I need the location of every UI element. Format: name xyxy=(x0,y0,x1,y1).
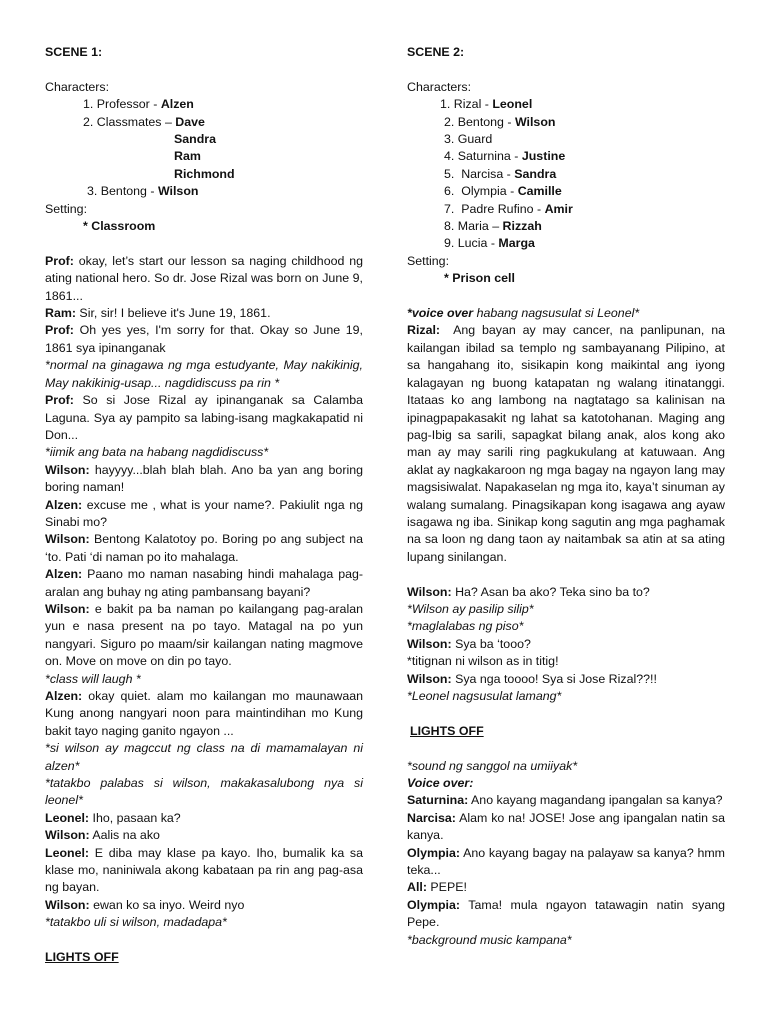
stage-direction: *Leonel nagsusulat lamang* xyxy=(407,688,562,703)
speaker-name: Olympia: xyxy=(407,845,461,860)
dialogue-line xyxy=(45,810,363,827)
speaker-name: Wilson: xyxy=(407,584,452,599)
speaker-name: Wilson: xyxy=(45,601,90,616)
character-item: 2. Bentong - Wilson xyxy=(444,114,556,129)
speaker-name: Wilson: xyxy=(45,828,90,843)
character-item: 6. Olympia - Camille xyxy=(444,184,562,199)
speaker-name: Wilson: xyxy=(407,636,452,651)
characters-label: Characters: xyxy=(407,79,472,94)
dialogue-text: Ha? Asan ba ako? Teka sino ba to? xyxy=(451,584,650,599)
lights-off-cue: LIGHTS OFF xyxy=(45,950,119,965)
dialogue-line xyxy=(45,566,363,601)
scene-2-heading: SCENE 2: xyxy=(407,45,465,59)
scene-2-column xyxy=(407,44,729,949)
dialogue-text: Aalis na ako xyxy=(89,828,160,843)
speaker-name: Saturnina: xyxy=(407,793,469,808)
dialogue-line xyxy=(407,897,725,932)
voice-over-label: Voice over: xyxy=(407,775,474,790)
dialogue-text: Ano kayang magandang ipangalan sa kanya? xyxy=(468,793,723,808)
rizal-monologue: Rizal: Ang bayan ay may cancer, na panlipunan, na kailangan ibilad sa templo ng sambayanang Pilipino, at sa hangahang ito, sisikapin kong maikintal ang iyong kalagayan ng buong katapatan ng walang itinatanggi. Itataas ko ang lambong na nagtatago sa kalinisan na ipinagpapakasakit ng lahat sa katotohanan. Maging ang pag-Ibig sa sarili, sapagkat bilang anak, alos kong ako man ay may sarili ring pagkukulang at katuwaan. Ang aklat ay nagkakaroon ng mga bagay na ngayon lang may magsisiwalat. Napakaselan ng mga ito, kaya’t sinuman ay walang sumalang. Pinagsikapan kong isagawa ang ayaw isagawa ng iba. Sinikap kong sagutin ang mga paghamak na sa loon ng dang taon ay naitambak sa atin at sa ating lupang sinilangan. xyxy=(407,323,729,564)
setting-label: Setting: xyxy=(45,201,88,216)
setting-value: * Prison cell xyxy=(444,271,515,286)
character-item: 4. Saturnina - Justine xyxy=(444,149,566,164)
dialogue-text: Bentong Kalatotoy po. Boring po ang subject na ‘to. Pati ‘di naman po ito mahalaga. xyxy=(45,532,363,564)
speaker-name: Olympia: xyxy=(407,897,461,912)
speaker-name: Alzen: xyxy=(45,689,83,703)
speaker-name: Wilson: xyxy=(45,532,90,547)
speaker-name: Prof: xyxy=(45,393,74,408)
character-item: 1. Professor - Alzen xyxy=(83,97,194,112)
scene-1-column xyxy=(45,44,363,966)
character-item: 8. Maria – Rizzah xyxy=(444,219,542,234)
speaker-name: Wilson: xyxy=(407,671,452,686)
speaker-name: Narcisa: xyxy=(407,810,456,825)
dialogue-line xyxy=(45,392,363,444)
dialogue-line xyxy=(45,897,363,914)
stage-direction: *tatakbo palabas si wilson, makakasalubong nya si leonel* xyxy=(45,776,363,808)
dialogue-text: excuse me , what is your name?. Pakiulit nga ng Sinabi mo? xyxy=(45,497,363,529)
dialogue-text: Sya nga toooo! Sya si Jose Rizal??!! xyxy=(451,671,657,686)
speaker-name: Prof: xyxy=(45,323,74,338)
stage-direction: *background music kampana* xyxy=(407,932,572,947)
dialogue-line xyxy=(407,792,725,809)
dialogue-text: e bakit pa ba naman po kailangang pag-aralan yun e nasa present na po tayo. Matagal na po yun nangyari. Siguro po maam/sir kailangan nating magmove on. Move on move on din po tayo. xyxy=(45,601,363,669)
stage-direction: *si wilson ay magccut ng class na di mamamalayan ni alzen* xyxy=(45,741,363,773)
dialogue-text: okay quiet. alam mo kailangan mo maunawaan Kung anong nangyari noon para maintindihan mo Kung bakit tayo naging ganito ngayon ... xyxy=(45,689,363,738)
dialogue-line xyxy=(45,827,363,844)
dialogue-text: So si Jose Rizal ay ipinanganak sa Calamba Laguna. Sya ay pampito sa labing-isang magkakapatid ni Don... xyxy=(45,393,363,442)
character-item: Richmond xyxy=(174,166,235,181)
character-item: 7. Padre Rufino - Amir xyxy=(444,201,573,216)
dialogue-text: hayyyy...blah blah blah. Ano ba yan ang boring boring naman! xyxy=(45,462,363,495)
speaker-name: Alzen: xyxy=(45,567,83,582)
voice-over-direction: *voice over habang nagsusulat si Leonel* xyxy=(407,306,640,321)
speaker-name: Prof: xyxy=(45,253,74,268)
dialogue-line xyxy=(45,601,363,671)
dialogue-text: Paano mo naman nasabing hindi mahalaga pag-aralan ang buhay ng ating pambansang bayani? xyxy=(45,567,363,599)
dialogue-text: Sya ba ‘tooo? xyxy=(451,636,531,651)
speaker-name: Wilson: xyxy=(45,897,90,912)
stage-direction: *titignan ni wilson as in titig! xyxy=(407,654,559,669)
dialogue-text: PEPE! xyxy=(426,880,467,895)
dialogue-text: ewan ko sa inyo. Weird nyo xyxy=(89,897,245,912)
stage-direction: *tatakbo uli si wilson, madadapa* xyxy=(45,915,227,930)
lights-off-cue: LIGHTS OFF xyxy=(410,723,484,738)
stage-direction: *sound ng sanggol na umiiyak* xyxy=(407,758,578,773)
dialogue-text: Ano kayang bagay na palayaw sa kanya? hmm teka... xyxy=(407,845,725,878)
dialogue-text: okay, let’s start our lesson sa naging childhood ng ating national hero. So dr. Jose Rizal was born on June 9, 1861... xyxy=(45,253,363,303)
scene-2-dialogue xyxy=(407,584,725,706)
setting-value: * Classroom xyxy=(83,219,156,234)
setting-label: Setting: xyxy=(407,253,450,268)
dialogue-line xyxy=(407,845,725,880)
character-item: 5. Narcisa - Sandra xyxy=(444,166,557,181)
dialogue-line xyxy=(407,584,725,601)
dialogue-line xyxy=(45,497,363,532)
scene-1-dialogue xyxy=(45,253,363,932)
dialogue-line xyxy=(45,253,363,305)
dialogue-line xyxy=(407,671,725,688)
dialogue-line xyxy=(45,462,363,497)
stage-direction: *class will laugh * xyxy=(45,671,141,686)
character-item: Sandra xyxy=(174,132,217,147)
scene-1-heading: SCENE 1: xyxy=(45,45,103,59)
speaker-name: Leonel: xyxy=(45,845,90,860)
stage-direction: *maglalabas ng piso* xyxy=(407,619,524,634)
dialogue-text: Oh yes yes, I'm sorry for that. Okay so June 19, 1861 sya ipinanganak xyxy=(45,323,363,355)
stage-direction: *iimik ang bata na habang nagdidiscuss* xyxy=(45,445,269,460)
dialogue-text: Tama! mula ngayon tatawagin natin syang Pepe. xyxy=(407,897,725,930)
character-item: 3. Guard xyxy=(444,132,493,147)
character-item: 3. Bentong - Wilson xyxy=(87,184,199,199)
dialogue-line xyxy=(407,879,725,896)
speaker-name: Wilson: xyxy=(45,462,90,477)
dialogue-text: Sir, sir! I believe it's June 19, 1861. xyxy=(75,306,271,321)
dialogue-text: E diba may klase pa kayo. Iho, bumalik ka sa klase mo, naniniwala akong kabataan pa rin ang pag-asa ng bayan. xyxy=(45,845,363,895)
dialogue-line xyxy=(45,305,363,322)
character-item: Ram xyxy=(174,149,201,164)
characters-label: Characters: xyxy=(45,79,110,94)
character-item: 9. Lucia - Marga xyxy=(444,236,535,251)
dialogue-line xyxy=(45,845,363,897)
speaker-name: Leonel: xyxy=(45,810,90,825)
character-item: 2. Classmates – Dave xyxy=(83,114,205,129)
dialogue-line xyxy=(407,810,725,845)
stage-direction: *Wilson ay pasilip silip* xyxy=(407,601,534,616)
dialogue-line xyxy=(45,322,363,357)
stage-direction: *normal na ginagawa ng mga estudyante, May nakikinig, May nakikinig-usap... nagdidiscuss pa rin * xyxy=(45,358,363,390)
dialogue-line xyxy=(45,531,363,566)
speaker-name: Alzen: xyxy=(45,497,83,512)
dialogue-line xyxy=(45,688,363,740)
dialogue-text: Iho, pasaan ka? xyxy=(89,810,181,825)
speaker-name: All: xyxy=(407,880,427,895)
speaker-name: Ram: xyxy=(45,306,76,321)
character-list xyxy=(407,96,725,253)
dialogue-line xyxy=(407,636,725,653)
dialogue-text: Alam ko na! JOSE! Jose ang ipangalan natin sa kanya. xyxy=(407,810,725,843)
character-item: 1. Rizal - Leonel xyxy=(440,97,533,112)
scene-2-dialogue-continued xyxy=(407,758,725,949)
